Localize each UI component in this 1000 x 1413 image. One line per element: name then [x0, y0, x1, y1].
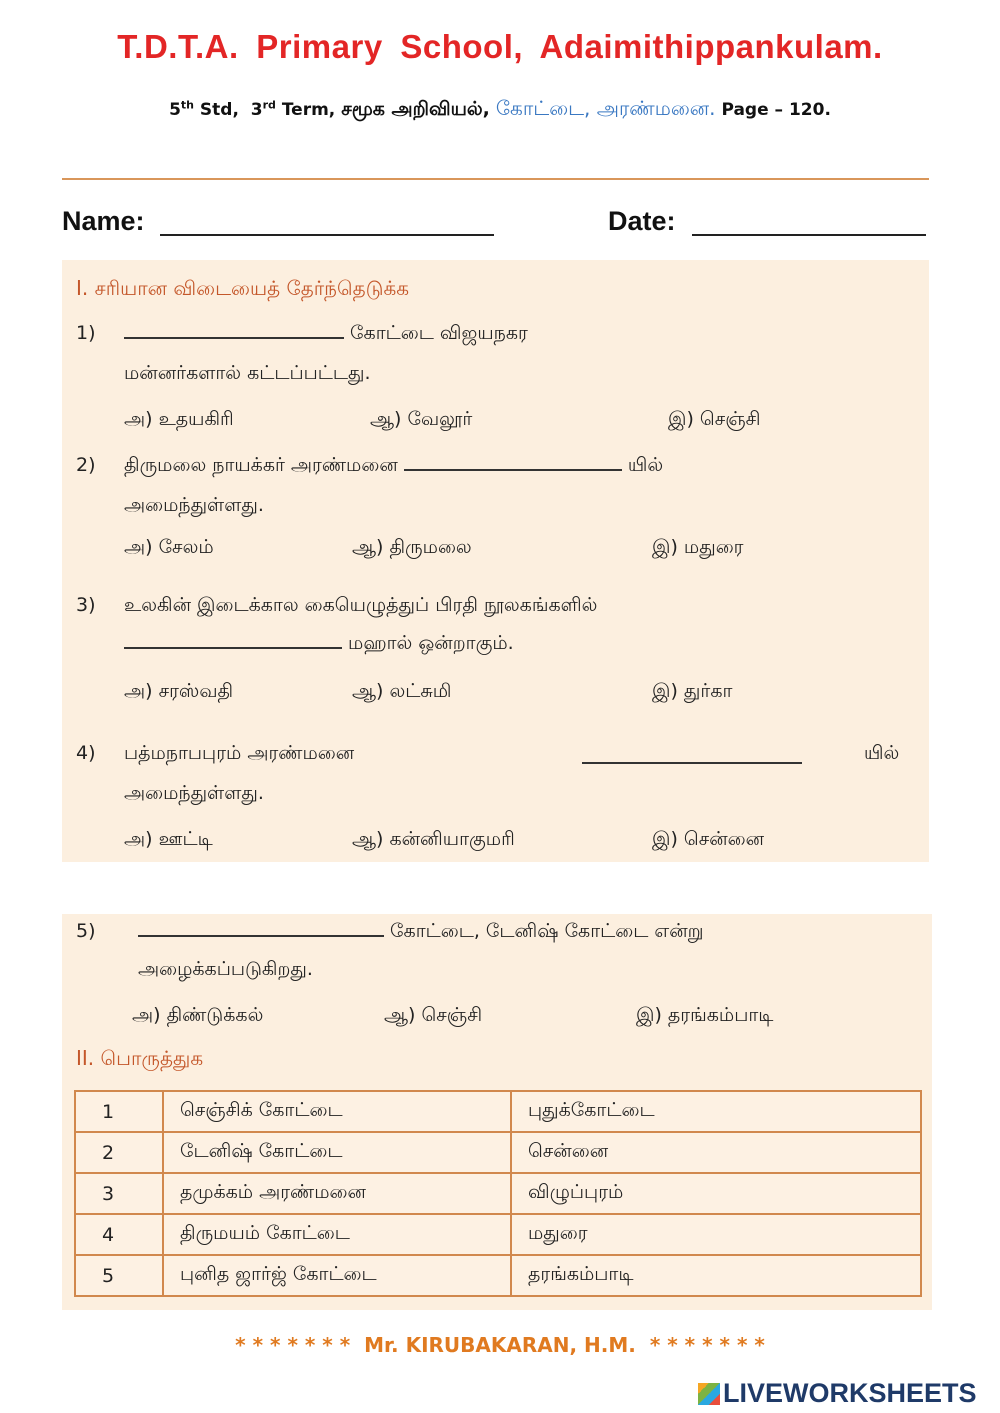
section2-heading: II. பொருத்துக — [76, 1046, 204, 1070]
right-cell[interactable]: தரங்கம்பாடி — [511, 1255, 921, 1296]
date-input-line[interactable] — [692, 234, 926, 236]
q5-number: 5) — [76, 920, 96, 942]
separator-line — [62, 178, 929, 180]
q5-option-c[interactable]: இ) தரங்கம்பாடி — [636, 1004, 774, 1026]
subtitle — [0, 96, 1000, 123]
footer-stars-left: * * * * * * * — [235, 1333, 351, 1357]
q2-option-c[interactable]: இ) மதுரை — [652, 536, 744, 558]
q4-option-c[interactable]: இ) சென்னை — [652, 828, 765, 850]
q1-option-b[interactable]: ஆ) வேலூர் — [370, 408, 473, 430]
subject: சமூக அறிவியல், — [341, 98, 490, 120]
row-number: 1 — [75, 1091, 163, 1132]
q1-line2: மன்னர்களால் கட்டப்பட்டது. — [124, 362, 371, 384]
q5-line2: அழைக்கப்படுகிறது. — [138, 958, 313, 980]
table-row — [75, 1091, 921, 1132]
right-cell[interactable]: புதுக்கோட்டை — [511, 1091, 921, 1132]
q3-line1: உலகின் இடைக்கால கையெழுத்துப் பிரதி நூலகங்களில் — [124, 594, 598, 616]
name-input-line[interactable] — [160, 234, 494, 236]
topic: கோட்டை, அரண்மனை. — [495, 96, 716, 120]
std-label: Std, — [199, 100, 239, 120]
date-label: Date: — [608, 206, 676, 236]
questions-panel-2 — [62, 914, 932, 1310]
q4-line2: அமைந்துள்ளது. — [124, 782, 264, 804]
q4-suffix: யில் — [864, 742, 900, 764]
row-number: 2 — [75, 1132, 163, 1173]
q3-number: 3) — [76, 594, 96, 616]
q2-suffix: யில் — [627, 454, 664, 476]
name-label: Name: — [62, 206, 145, 236]
right-cell[interactable]: மதுரை — [511, 1214, 921, 1255]
logo-text: LIVEWORKSHEETS — [723, 1378, 977, 1408]
right-cell[interactable]: விழுப்புரம் — [511, 1173, 921, 1214]
table-row — [75, 1173, 921, 1214]
std-num: 5 — [169, 100, 181, 120]
q2-option-a[interactable]: அ) சேலம் — [124, 536, 214, 558]
left-cell[interactable]: புனித ஜார்ஜ் கோட்டை — [163, 1255, 511, 1296]
q3-option-c[interactable]: இ) துர்கா — [652, 680, 733, 702]
q2-line1 — [124, 454, 663, 479]
row-number: 5 — [75, 1255, 163, 1296]
term-num: 3 — [250, 100, 263, 120]
footer-author: Mr. KIRUBAKARAN, H.M. — [364, 1333, 636, 1357]
q5-line1 — [138, 920, 704, 945]
q1-blank[interactable] — [124, 337, 344, 339]
q2-blank[interactable] — [404, 469, 622, 471]
table-row — [75, 1132, 921, 1173]
school-title: T.D.T.A. Primary School, Adaimithippankulam. — [117, 28, 883, 65]
q4-text: பத்மநாபபுரம் அரண்மனை — [124, 742, 355, 764]
q1-option-c[interactable]: இ) செஞ்சி — [668, 408, 761, 430]
right-cell[interactable]: சென்னை — [511, 1132, 921, 1173]
q1-text: கோட்டை விஜயநகர — [350, 322, 528, 344]
q5-option-b[interactable]: ஆ) செஞ்சி — [384, 1004, 483, 1026]
term-sup: rd — [262, 98, 276, 112]
term-label: Term, — [281, 100, 336, 120]
footer-stars-right: * * * * * * * — [649, 1333, 765, 1357]
table-row — [75, 1255, 921, 1296]
section1-heading: I. சரியான விடையைத் தேர்ந்தெடுக்க — [76, 276, 410, 300]
q2-option-b[interactable]: ஆ) திருமலை — [352, 536, 472, 558]
q5-option-a[interactable]: அ) திண்டுக்கல் — [132, 1004, 264, 1026]
liveworksheets-logo[interactable] — [698, 1378, 977, 1409]
page-number: Page – 120. — [721, 100, 831, 120]
q3-blank[interactable] — [124, 647, 342, 649]
q2-text: திருமலை நாயக்கர் அரண்மனை — [124, 454, 398, 476]
left-cell[interactable]: டேனிஷ் கோட்டை — [163, 1132, 511, 1173]
footer — [0, 1333, 1000, 1357]
questions-panel-1 — [62, 260, 929, 862]
q5-text: கோட்டை, டேனிஷ் கோட்டை என்று — [390, 920, 704, 942]
q2-number: 2) — [76, 454, 96, 476]
std-sup: th — [180, 98, 194, 112]
left-cell[interactable]: தமுக்கம் அரண்மனை — [163, 1173, 511, 1214]
q5-blank[interactable] — [138, 935, 384, 937]
q4-blank[interactable] — [582, 762, 802, 764]
q3-option-b[interactable]: ஆ) லட்சுமி — [352, 680, 452, 702]
q4-option-b[interactable]: ஆ) கன்னியாகுமரி — [352, 828, 515, 850]
row-number: 4 — [75, 1214, 163, 1255]
q1-number: 1) — [76, 322, 96, 344]
q3-line2 — [124, 632, 514, 657]
table-row — [75, 1214, 921, 1255]
q3-text: மஹால் ஒன்றாகும். — [348, 632, 514, 654]
liveworksheets-logo-icon — [698, 1383, 720, 1405]
q4-number: 4) — [76, 742, 96, 764]
q1-line1 — [124, 322, 528, 347]
q2-line2: அமைந்துள்ளது. — [124, 494, 264, 516]
q3-option-a[interactable]: அ) சரஸ்வதி — [124, 680, 234, 702]
left-cell[interactable]: செஞ்சிக் கோட்டை — [163, 1091, 511, 1132]
row-number: 3 — [75, 1173, 163, 1214]
q1-option-a[interactable]: அ) உதயகிரி — [124, 408, 234, 430]
q4-option-a[interactable]: அ) ஊட்டி — [124, 828, 213, 850]
left-cell[interactable]: திருமயம் கோட்டை — [163, 1214, 511, 1255]
match-table — [74, 1090, 922, 1297]
